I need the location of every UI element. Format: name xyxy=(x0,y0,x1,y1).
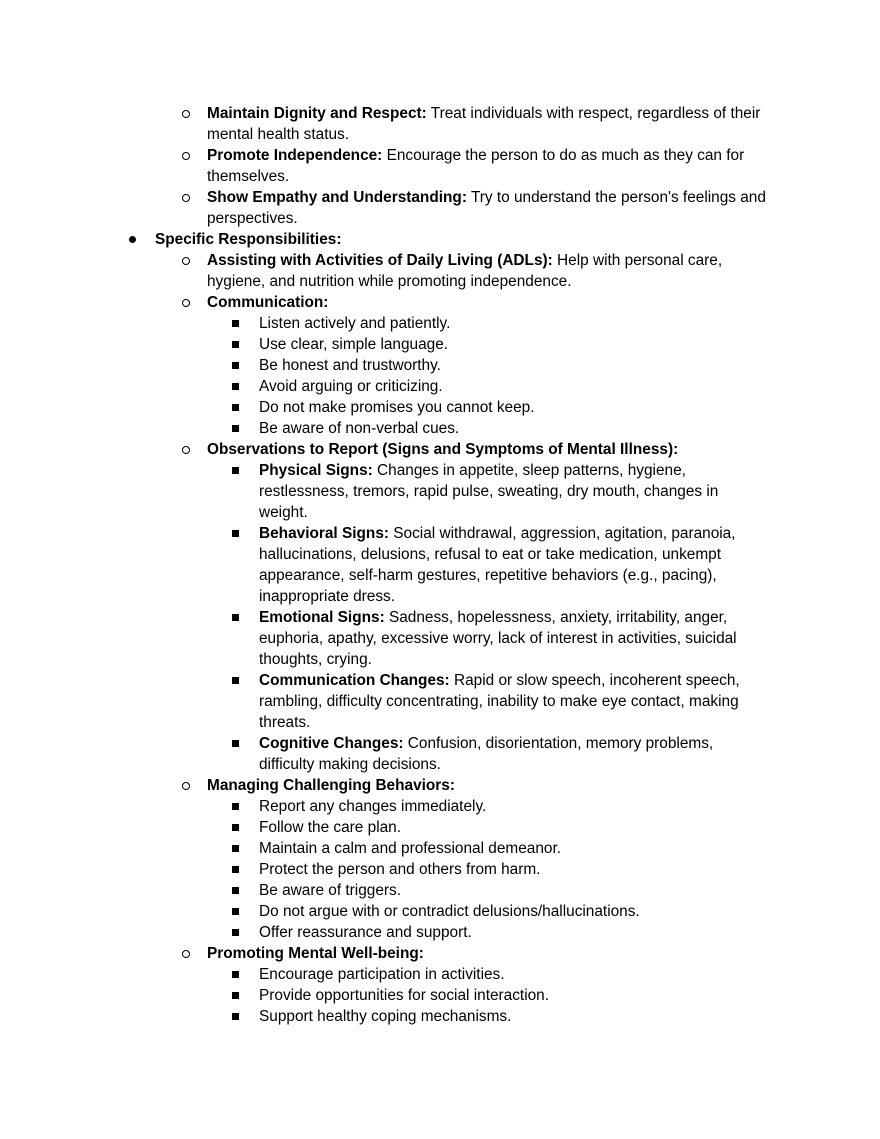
responsibilities-list xyxy=(0,229,880,250)
wellbeing-list xyxy=(0,964,880,1027)
item-text: Avoid arguing or criticizing. xyxy=(259,378,443,395)
list-item xyxy=(0,334,880,355)
list-item xyxy=(0,880,880,901)
item-text: Offer reassurance and support. xyxy=(259,924,472,941)
item-text: Treat individuals with respect, regardless of their mental health status. xyxy=(207,105,761,143)
list-item xyxy=(0,901,880,922)
list-item xyxy=(0,670,880,733)
managing-list xyxy=(0,796,880,943)
wellbeing-heading-list xyxy=(0,943,880,964)
list-item xyxy=(0,229,880,250)
list-item xyxy=(0,355,880,376)
list-item xyxy=(0,859,880,880)
item-text: Do not argue with or contradict delusions/hallucinations. xyxy=(259,903,640,920)
item-text: Rapid or slow speech, incoherent speech, rambling, difficulty concentrating, inability to make eye contact, making threats. xyxy=(259,672,740,731)
item-text: Maintain a calm and professional demeanor. xyxy=(259,840,562,857)
list-item xyxy=(0,523,880,607)
item-title: Assisting with Activities of Daily Living (ADLs): xyxy=(207,252,553,269)
item-text: Sadness, hopelessness, anxiety, irritability, anger, euphoria, apathy, excessive worry, lack of interest in activities, suicidal thoughts, crying. xyxy=(259,609,737,668)
item-title: Show Empathy and Understanding: xyxy=(207,189,467,206)
document-page xyxy=(0,103,880,1027)
list-item xyxy=(0,250,880,292)
item-text: Use clear, simple language. xyxy=(259,336,449,353)
list-item xyxy=(0,817,880,838)
list-item xyxy=(0,775,880,796)
list-item xyxy=(0,439,880,460)
list-item xyxy=(0,922,880,943)
item-title: Behavioral Signs: xyxy=(259,525,390,542)
item-text: Report any changes immediately. xyxy=(259,798,487,815)
item-text: Follow the care plan. xyxy=(259,819,402,836)
list-item xyxy=(0,397,880,418)
communication-list xyxy=(0,313,880,439)
item-text: Confusion, disorientation, memory problems, difficulty making decisions. xyxy=(259,735,714,773)
list-item xyxy=(0,943,880,964)
item-title: Managing Challenging Behaviors: xyxy=(207,777,455,794)
item-text: Encourage the person to do as much as they can for themselves. xyxy=(207,147,745,185)
item-text: Protect the person and others from harm. xyxy=(259,861,541,878)
list-item xyxy=(0,985,880,1006)
observations-heading-list xyxy=(0,439,880,460)
item-text: Do not make promises you cannot keep. xyxy=(259,399,535,416)
list-item xyxy=(0,292,880,313)
item-title: Observations to Report (Signs and Symptoms of Mental Illness): xyxy=(207,441,679,458)
list-item xyxy=(0,607,880,670)
list-item xyxy=(0,376,880,397)
item-text: Encourage participation in activities. xyxy=(259,966,505,983)
item-title: Emotional Signs: xyxy=(259,609,385,626)
list-item xyxy=(0,796,880,817)
list-item xyxy=(0,187,880,229)
observations-list xyxy=(0,460,880,775)
item-text: Support healthy coping mechanisms. xyxy=(259,1008,512,1025)
list-item xyxy=(0,964,880,985)
list-item xyxy=(0,460,880,523)
item-text: Social withdrawal, aggression, agitation, paranoia, hallucinations, delusions, refusal to eat or take medication, unkempt appearance, self-harm gestures, repetitive behaviors (e.g., pacing), inappropriate dress. xyxy=(259,525,736,605)
item-title: Physical Signs: xyxy=(259,462,373,479)
item-text: Changes in appetite, sleep patterns, hygiene, restlessness, tremors, rapid pulse, sweating, dry mouth, changes in weight. xyxy=(259,462,719,521)
item-title: Communication Changes: xyxy=(259,672,450,689)
list-item xyxy=(0,733,880,775)
section-heading: Specific Responsibilities: xyxy=(155,231,342,248)
item-title: Maintain Dignity and Respect: xyxy=(207,105,427,122)
list-item xyxy=(0,418,880,439)
managing-heading-list xyxy=(0,775,880,796)
list-item xyxy=(0,145,880,187)
item-text: Be aware of non-verbal cues. xyxy=(259,420,460,437)
item-text: Help with personal care, hygiene, and nutrition while promoting independence. xyxy=(207,252,723,290)
item-title: Communication: xyxy=(207,294,329,311)
item-text: Be aware of triggers. xyxy=(259,882,402,899)
list-item xyxy=(0,838,880,859)
responsibilities-sublist xyxy=(0,250,880,313)
item-title: Promoting Mental Well-being: xyxy=(207,945,424,962)
list-item xyxy=(0,1006,880,1027)
item-title: Promote Independence: xyxy=(207,147,383,164)
item-text: Be honest and trustworthy. xyxy=(259,357,441,374)
list-item xyxy=(0,313,880,334)
item-text: Provide opportunities for social interaction. xyxy=(259,987,550,1004)
item-text: Listen actively and patiently. xyxy=(259,315,451,332)
item-text: Try to understand the person's feelings and perspectives. xyxy=(207,189,766,227)
item-title: Cognitive Changes: xyxy=(259,735,404,752)
care-principles-list xyxy=(0,103,880,229)
list-item xyxy=(0,103,880,145)
